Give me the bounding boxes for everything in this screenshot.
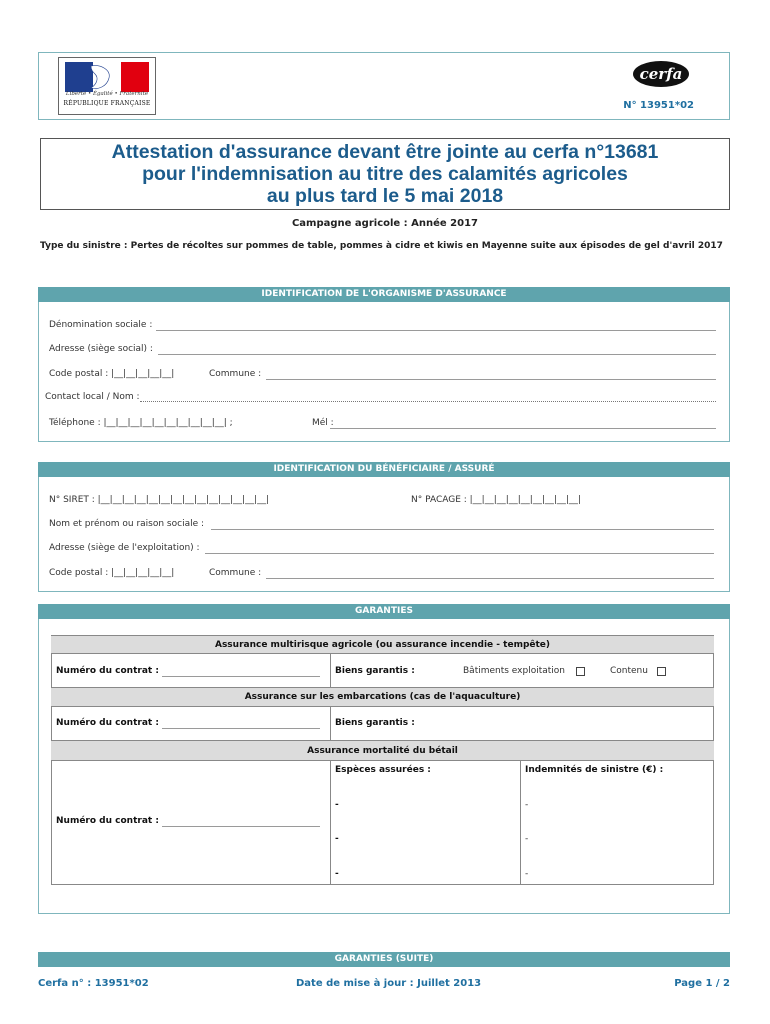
multirisk-contract-field[interactable] (162, 676, 320, 677)
livestock-contract-label: Numéro du contrat : (56, 816, 159, 826)
multirisk-contract-label: Numéro du contrat : (56, 666, 159, 676)
insurer-phone-field[interactable]: Téléphone : |__|__|__|__|__|__|__|__|__|__| ; (49, 418, 233, 428)
beneficiary-name-field[interactable] (211, 529, 714, 530)
contenu-label: Contenu (610, 666, 648, 676)
batiments-checkbox[interactable] (576, 667, 585, 676)
indemnity-entry-3[interactable]: - (525, 869, 529, 879)
boats-contract-label: Numéro du contrat : (56, 718, 159, 728)
table-divider (330, 761, 331, 885)
siret-field[interactable]: N° SIRET : |__|__|__|__|__|__|__|__|__|__|__|__|__|__| (49, 495, 270, 505)
multirisk-heading: Assurance multirisque agricole (ou assurance incendie - tempête) (51, 635, 714, 654)
disaster-type: Type du sinistre : Pertes de récoltes sur pommes de table, pommes à cidre et kiwis en Mayenne suite aux épisodes de gel d'avril 2017 (40, 241, 723, 251)
pacage-field[interactable]: N° PACAGE : |__|__|__|__|__|__|__|__|__| (411, 495, 581, 505)
beneficiary-postcode-field[interactable]: Code postal : |__|__|__|__|__| (49, 568, 175, 578)
species-entry-2[interactable]: - (335, 834, 339, 844)
cerfa-logo-text: cerfa (639, 65, 683, 83)
insurer-email-field[interactable] (330, 428, 716, 429)
indemnites-label: Indemnités de sinistre (€) : (525, 765, 664, 775)
batiments-label: Bâtiments exploitation (463, 666, 566, 676)
republic-name: RÉPUBLIQUE FRANÇAISE (63, 100, 151, 107)
insurer-email-label: Mél : (312, 418, 334, 428)
species-entry-3[interactable]: - (335, 869, 339, 879)
guarantees-suite-heading: GARANTIES (SUITE) (38, 952, 730, 967)
beneficiary-section-heading: IDENTIFICATION DU BÉNÉFICIAIRE / ASSURÉ (38, 462, 730, 477)
footer-cerfa-number: Cerfa n° : 13951*02 (38, 978, 149, 989)
republic-motto: Liberté • Égalité • Fraternité (65, 91, 149, 97)
denomination-field[interactable] (156, 330, 716, 331)
french-flag-icon (65, 62, 149, 92)
species-entry-1[interactable]: - (335, 800, 339, 810)
form-number: N° 13951*02 (623, 100, 694, 111)
insurer-commune-label: Commune : (209, 369, 262, 379)
indemnity-entry-2[interactable]: - (525, 834, 529, 844)
insurer-commune-field[interactable] (266, 379, 716, 380)
boats-heading: Assurance sur les embarcations (cas de l'aquaculture) (51, 687, 714, 707)
footer-update-date: Date de mise à jour : Juillet 2013 (296, 978, 482, 989)
beneficiary-address-label: Adresse (siège de l'exploitation) : (49, 543, 200, 553)
title-line-3: au plus tard le 5 mai 2018 (266, 185, 504, 207)
denomination-label: Dénomination sociale : (49, 320, 153, 330)
contenu-checkbox[interactable] (657, 667, 666, 676)
insurer-postcode-field[interactable]: Code postal : |__|__|__|__|__| (49, 369, 175, 379)
title-line-2: pour l'indemnisation au titre des calamités agricoles (142, 163, 628, 185)
table-divider (330, 707, 331, 740)
beneficiary-name-label: Nom et prénom ou raison sociale : (49, 519, 205, 529)
livestock-heading: Assurance mortalité du bétail (51, 740, 714, 761)
boats-contract-field[interactable] (162, 728, 320, 729)
campaign-year: Campagne agricole : Année 2017 (291, 218, 479, 229)
guarantees-section-heading: GARANTIES (38, 604, 730, 619)
especes-label: Espèces assurées : (335, 765, 431, 775)
boats-biens-label: Biens garantis : (335, 718, 415, 728)
beneficiary-commune-field[interactable] (266, 578, 714, 579)
contact-field[interactable] (140, 401, 716, 402)
footer-page-number: Page 1 / 2 (674, 978, 730, 989)
multirisk-biens-label: Biens garantis : (335, 666, 415, 676)
table-divider (520, 761, 521, 885)
title-line-1: Attestation d'assurance devant être jointe au cerfa n°13681 (111, 141, 659, 163)
livestock-contract-field[interactable] (162, 826, 320, 827)
table-divider (330, 654, 331, 687)
insurer-section-heading: IDENTIFICATION DE L'ORGANISME D'ASSURANCE (38, 287, 730, 302)
insurer-address-label: Adresse (siège social) : (49, 344, 153, 354)
insurer-address-field[interactable] (158, 354, 716, 355)
contact-label: Contact local / Nom : (45, 392, 140, 402)
cerfa-logo (632, 60, 690, 88)
indemnity-entry-1[interactable]: - (525, 800, 529, 810)
beneficiary-commune-label: Commune : (209, 568, 262, 578)
beneficiary-address-field[interactable] (205, 553, 714, 554)
marianne-logo (58, 57, 156, 115)
